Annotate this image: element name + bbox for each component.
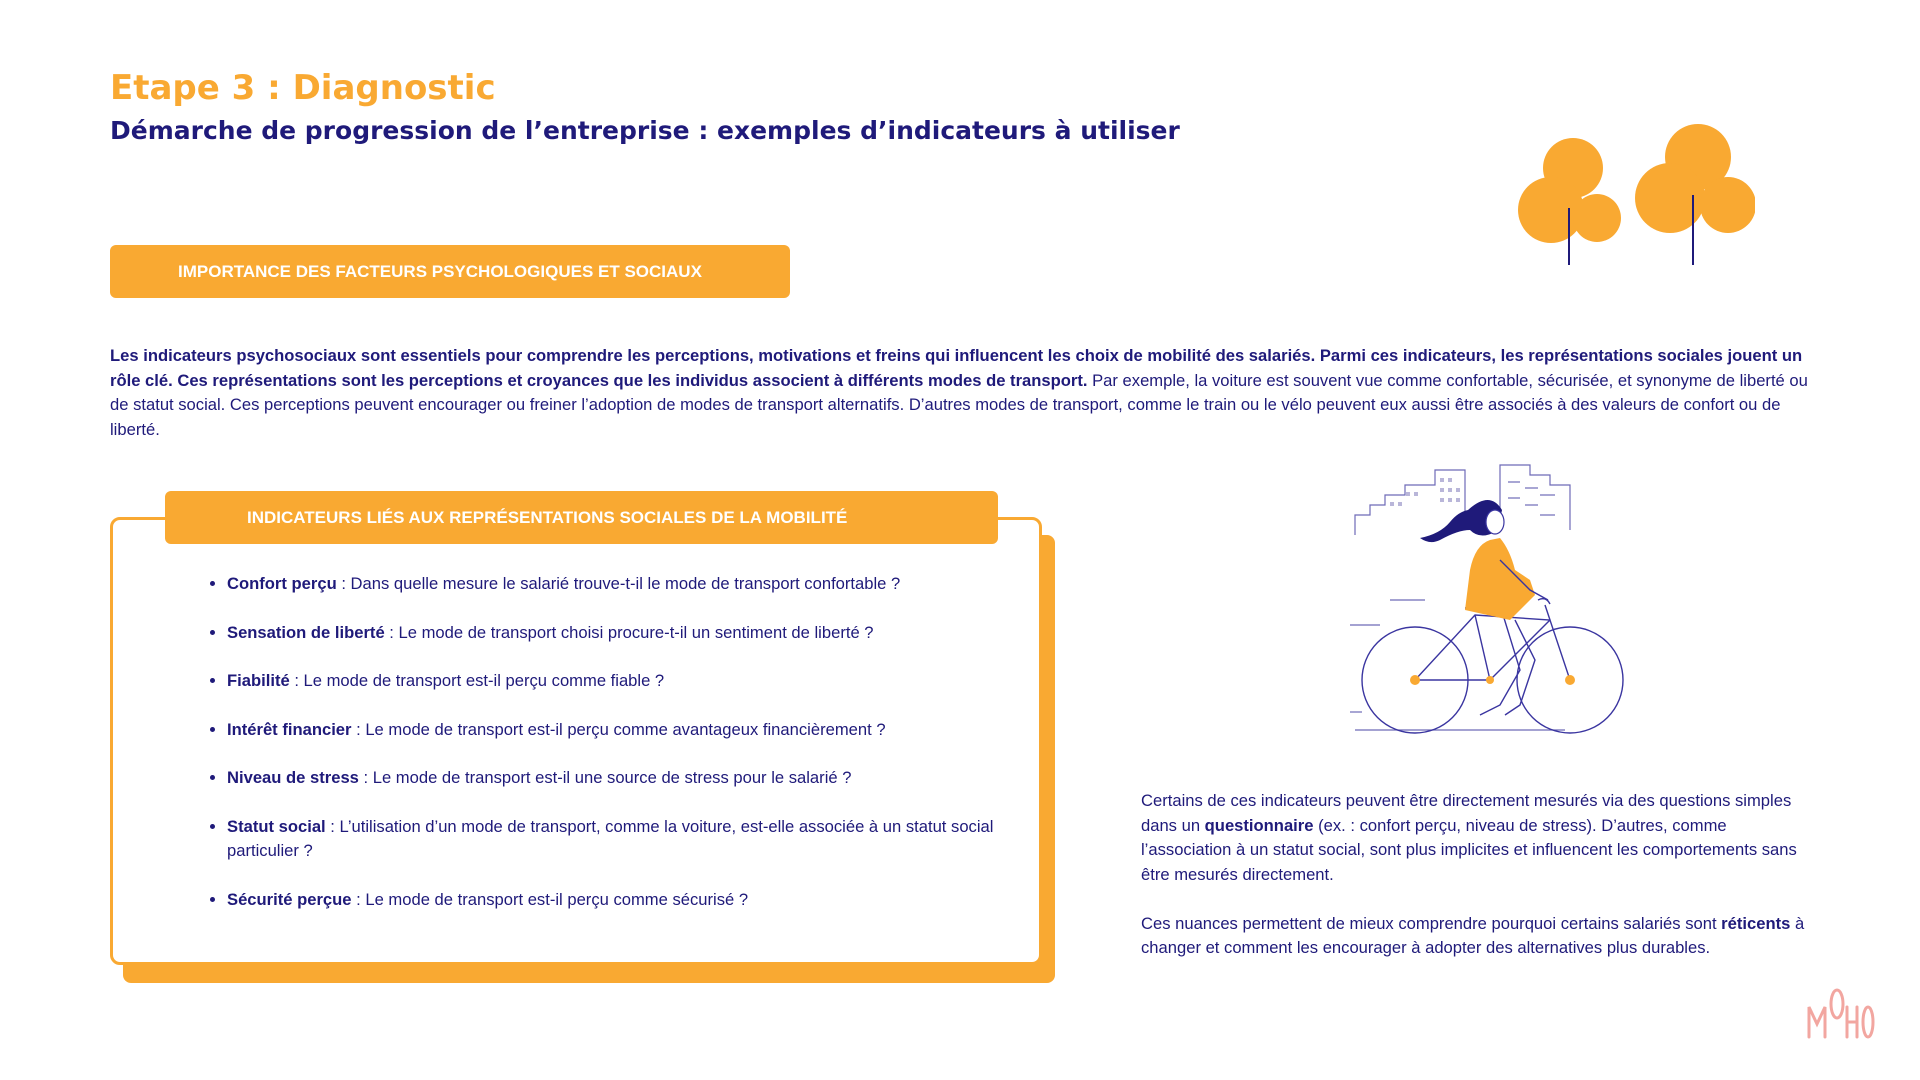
- page-title: Etape 3 : Diagnostic: [110, 68, 496, 108]
- side-text-span: Certains de ces indicateurs peuvent être directement mesurés via des questions simples dans un: [1141, 791, 1792, 835]
- list-item: [227, 766, 997, 791]
- list-item: [227, 572, 997, 597]
- indicator-desc: : Le mode de transport est-il perçu comme sécurisé ?: [351, 889, 749, 909]
- side-text-span: Ces nuances permettent de mieux comprendre pourquoi certains salariés sont: [1141, 913, 1722, 933]
- section-banner: IMPORTANCE DES FACTEURS PSYCHOLOGIQUES ET SOCIAUX: [110, 245, 790, 298]
- trees-icon: [1505, 120, 1755, 270]
- indicator-term: Niveau de stress: [227, 768, 359, 787]
- intro-bold: Les indicateurs psychosociaux sont essentiels pour comprendre les perceptions, motivations et freins qui influencent les choix de mobilité des salariés. Parmi ces indicateurs, les représentations sociales jouent un rôle clé. Ces représentations sont les perceptions et croyances que les individus associent à différents modes de transport.: [110, 346, 1803, 390]
- page-subtitle: Démarche de progression de l’entreprise : exemples d’indicateurs à utiliser: [110, 116, 1180, 145]
- list-item: [227, 888, 997, 913]
- indicator-term: Statut social: [227, 816, 326, 836]
- list-item: [227, 621, 997, 646]
- intro-normal: Par exemple, la voiture est souvent vue comme confortable, sécurisée, et synonyme de liberté ou de statut social. Ces perceptions peuvent encourager ou freiner l’adoption de modes de transport alternatifs. D’autres modes de transport, comme le train ou le vélo peuvent eux aussi être associés à des valeurs de confort ou de liberté.: [110, 370, 1808, 439]
- indicator-term: Intérêt financier: [227, 719, 352, 739]
- side-text-bold: réticents: [1721, 913, 1791, 933]
- side-text-bold: questionnaire: [1204, 815, 1314, 835]
- indicator-term: Sécurité perçue: [227, 889, 352, 909]
- list-item: [227, 718, 997, 743]
- side-text: [1141, 789, 1811, 985]
- moho-logo: [1805, 982, 1875, 1042]
- woman-cyclist-illustration: [1350, 460, 1630, 750]
- indicator-desc: : Le mode de transport choisi procure-t-il un sentiment de liberté ?: [384, 622, 874, 642]
- list-item: [227, 669, 997, 694]
- intro-paragraph: [110, 344, 1820, 442]
- indicator-desc: : Le mode de transport est-il une source de stress pour le salarié ?: [358, 768, 852, 787]
- indicator-desc: : Le mode de transport est-il perçu comme fiable ?: [289, 671, 665, 690]
- indicator-term: Sensation de liberté: [227, 622, 385, 642]
- indicator-term: Fiabilité: [227, 671, 290, 690]
- side-paragraph-1: [1141, 789, 1811, 887]
- indicator-desc: : Dans quelle mesure le salarié trouve-t-il le mode de transport confortable ?: [336, 574, 901, 593]
- side-paragraph-2: [1141, 912, 1811, 961]
- indicator-desc: : L’utilisation d’un mode de transport, comme la voiture, est-elle associée à un statut social particulier ?: [227, 816, 994, 860]
- indicator-desc: : Le mode de transport est-il perçu comme avantageux financièrement ?: [351, 719, 886, 739]
- indicators-header: INDICATEURS LIÉS AUX REPRÉSENTATIONS SOCIALES DE LA MOBILITÉ: [165, 491, 998, 544]
- indicator-term: Confort perçu: [227, 574, 337, 593]
- indicators-list: [208, 572, 997, 936]
- side-text-span: à changer et comment les encourager à adopter des alternatives plus durables.: [1141, 913, 1805, 957]
- side-text-span: (ex. : confort perçu, niveau de stress). D’autres, comme l’association à un statut social, sont plus implicites et influencent les comportements sans être mesurés directement.: [1141, 815, 1797, 884]
- list-item: [227, 815, 997, 864]
